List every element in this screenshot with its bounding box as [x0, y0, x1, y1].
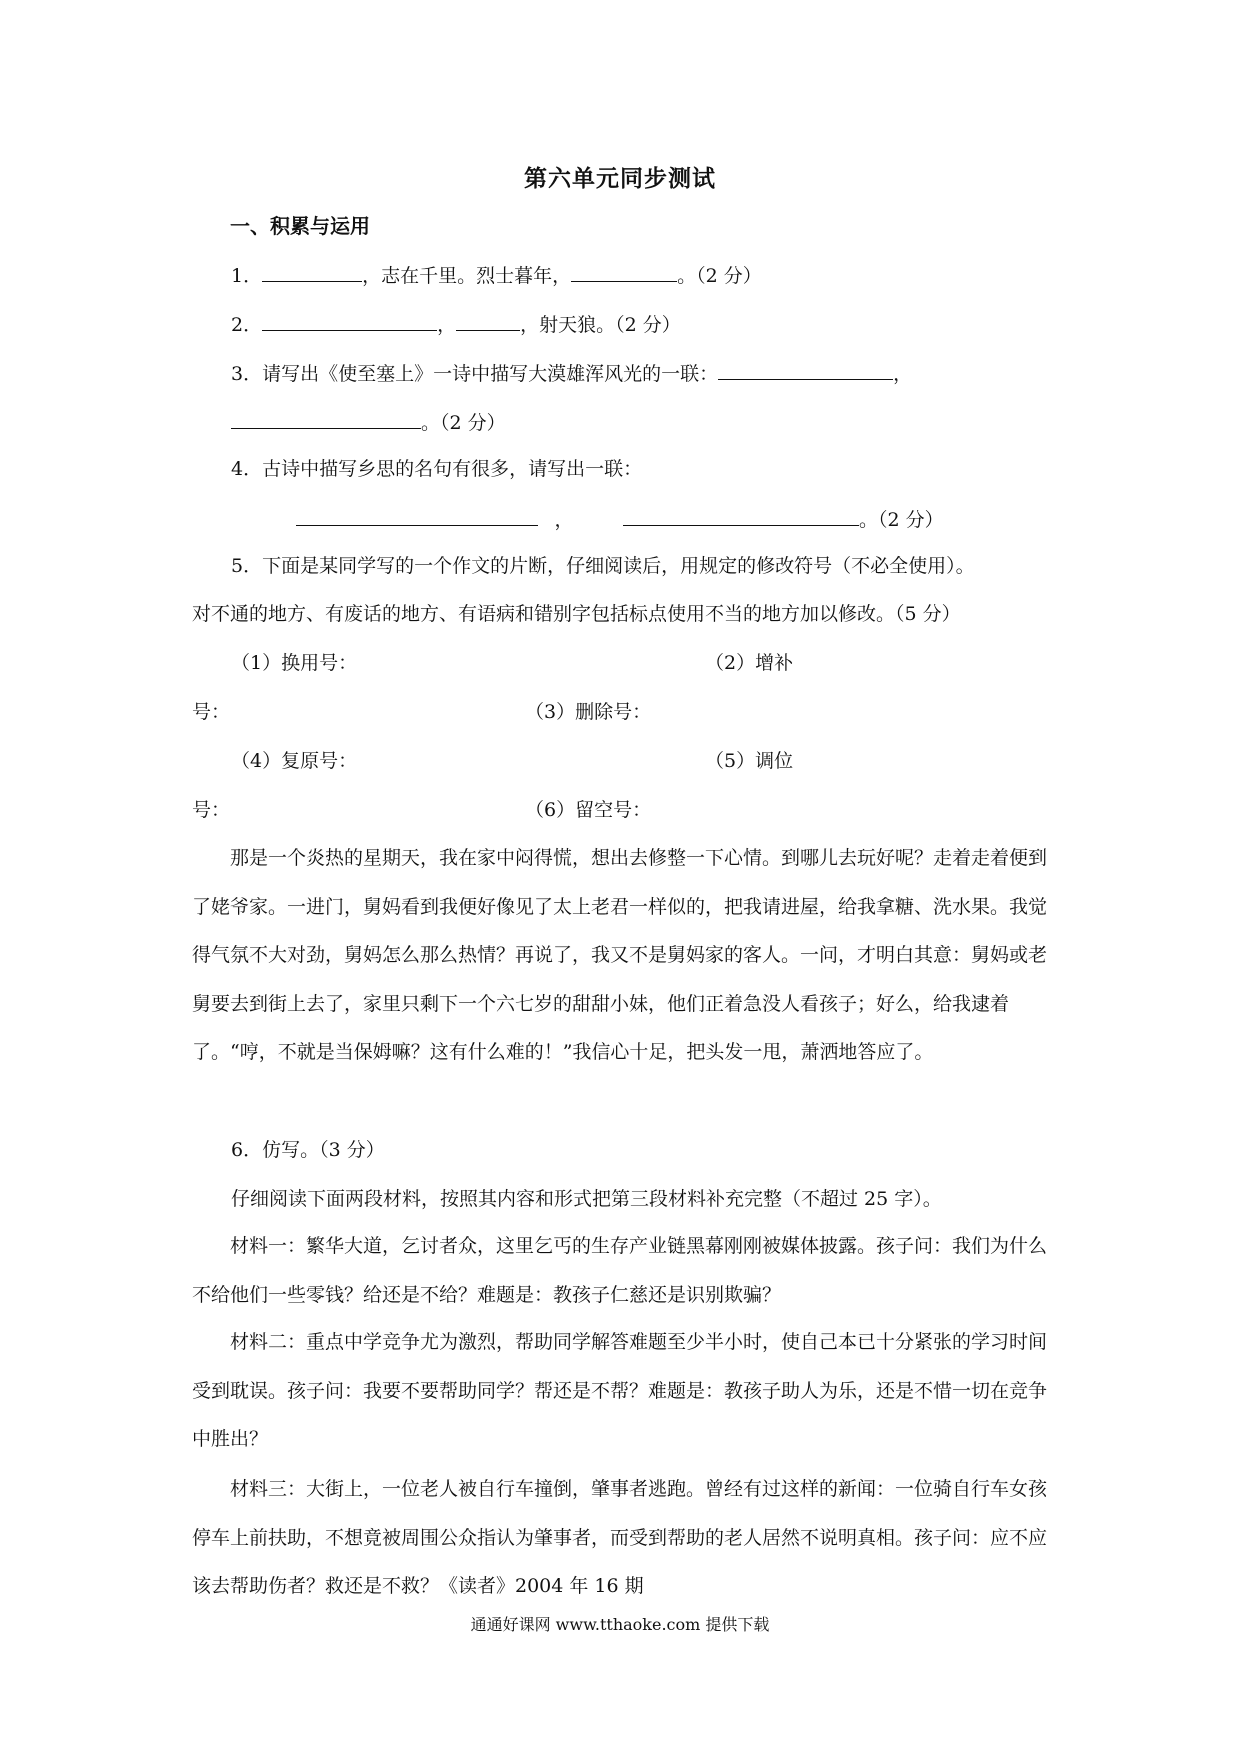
answer-blank[interactable] — [262, 310, 437, 331]
symbol-label-2-end: 号： — [192, 701, 231, 723]
question-3: 3．请写出《使至塞上》一诗中描写大漠雄浑风光的一联： ， — [231, 359, 912, 387]
question-4-blanks: ， 。（2 分） — [296, 505, 944, 533]
question-4: 4．古诗中描写乡思的名句有很多，请写出一联： — [231, 458, 643, 480]
material-1: 材料一：繁华大道，乞讨者众，这里乞丐的生存产业链黑幕刚刚被媒体披露。孩子问：我们为什么不给他们一些零钱？给还是不给？难题是：教孩子仁慈还是识别欺骗？ — [192, 1235, 1048, 1306]
answer-blank[interactable] — [718, 359, 893, 380]
question-6: 6．仿写。（3 分） — [231, 1139, 385, 1161]
section-heading: 一、积累与运用 — [230, 214, 370, 238]
question-3-continued: 。（2 分） — [231, 408, 506, 436]
answer-blank[interactable] — [262, 261, 362, 282]
answer-blank[interactable] — [571, 261, 677, 282]
symbol-label-5-end: 号： — [192, 799, 231, 821]
symbol-label-6: （6）留空号： — [525, 799, 652, 821]
symbol-label-5: （5）调位 — [705, 750, 794, 772]
answer-blank[interactable] — [231, 408, 421, 429]
material-2: 材料二：重点中学竞争尤为激烈，帮助同学解答难题至少半小时，使自己本已十分紧张的学习时间受到耽误。孩子问：我要不要帮助同学？帮还是不帮？难题是：教孩子助人为乐，还是不惜一切在竞争中胜出？ — [192, 1331, 1048, 1450]
answer-blank[interactable] — [456, 310, 520, 331]
essay-passage: 那是一个炎热的星期天，我在家中闷得慌，想出去修整一下心情。到哪儿去玩好呢？走着走着便到了姥爷家。一进门，舅妈看到我便好像见了太上老君一样似的，把我请进屋，给我拿糖、洗水果。我觉得气氛不大对劲，舅妈怎么那么热情？再说了，我又不是舅妈家的客人。一问，才明白其意：舅妈或老舅要去到街上去了，家里只剩下一个六七岁的甜甜小妹，他们正着急没人看孩子；好么，给我逮着了。“哼，不就是当保姆嘛？这有什么难的！”我信心十足，把头发一甩，萧洒地答应了。 — [192, 847, 1048, 1063]
symbol-label-4: （4）复原号： — [231, 750, 358, 772]
question-1: 1． ，志在千里。烈士暮年， 。（2 分） — [231, 261, 762, 289]
answer-blank[interactable] — [296, 505, 538, 526]
symbol-label-1: （1）换用号： — [231, 652, 358, 674]
question-5-line-1: 5．下面是某同学写的一个作文的片断，仔细阅读后，用规定的修改符号（不必全使用）。 — [231, 555, 975, 577]
page-title: 第六单元同步测试 — [524, 166, 716, 192]
answer-blank[interactable] — [623, 505, 859, 526]
symbol-label-2: （2）增补 — [705, 652, 794, 674]
question-6-intro: 仔细阅读下面两段材料，按照其内容和形式把第三段材料补充完整（不超过 25 字）。 — [231, 1188, 942, 1210]
material-3: 材料三：大街上，一位老人被自行车撞倒，肇事者逃跑。曾经有过这样的新闻：一位骑自行车女孩停车上前扶助，不想竟被周围公众指认为肇事者，而受到帮助的老人居然不说明真相。孩子问：应不应该去帮助伤者？救还是不救？《读者》2004 年 16 期 — [192, 1478, 1048, 1597]
page-footer: 通通好课网 www.tthaoke.com 提供下载 — [470, 1615, 770, 1634]
question-2: 2． ， ，射天狼。（2 分） — [231, 310, 681, 338]
question-5-line-2: 对不通的地方、有废话的地方、有语病和错别字包括标点使用不当的地方加以修改。（5 分） — [192, 603, 961, 625]
symbol-label-3: （3）删除号： — [525, 701, 652, 723]
